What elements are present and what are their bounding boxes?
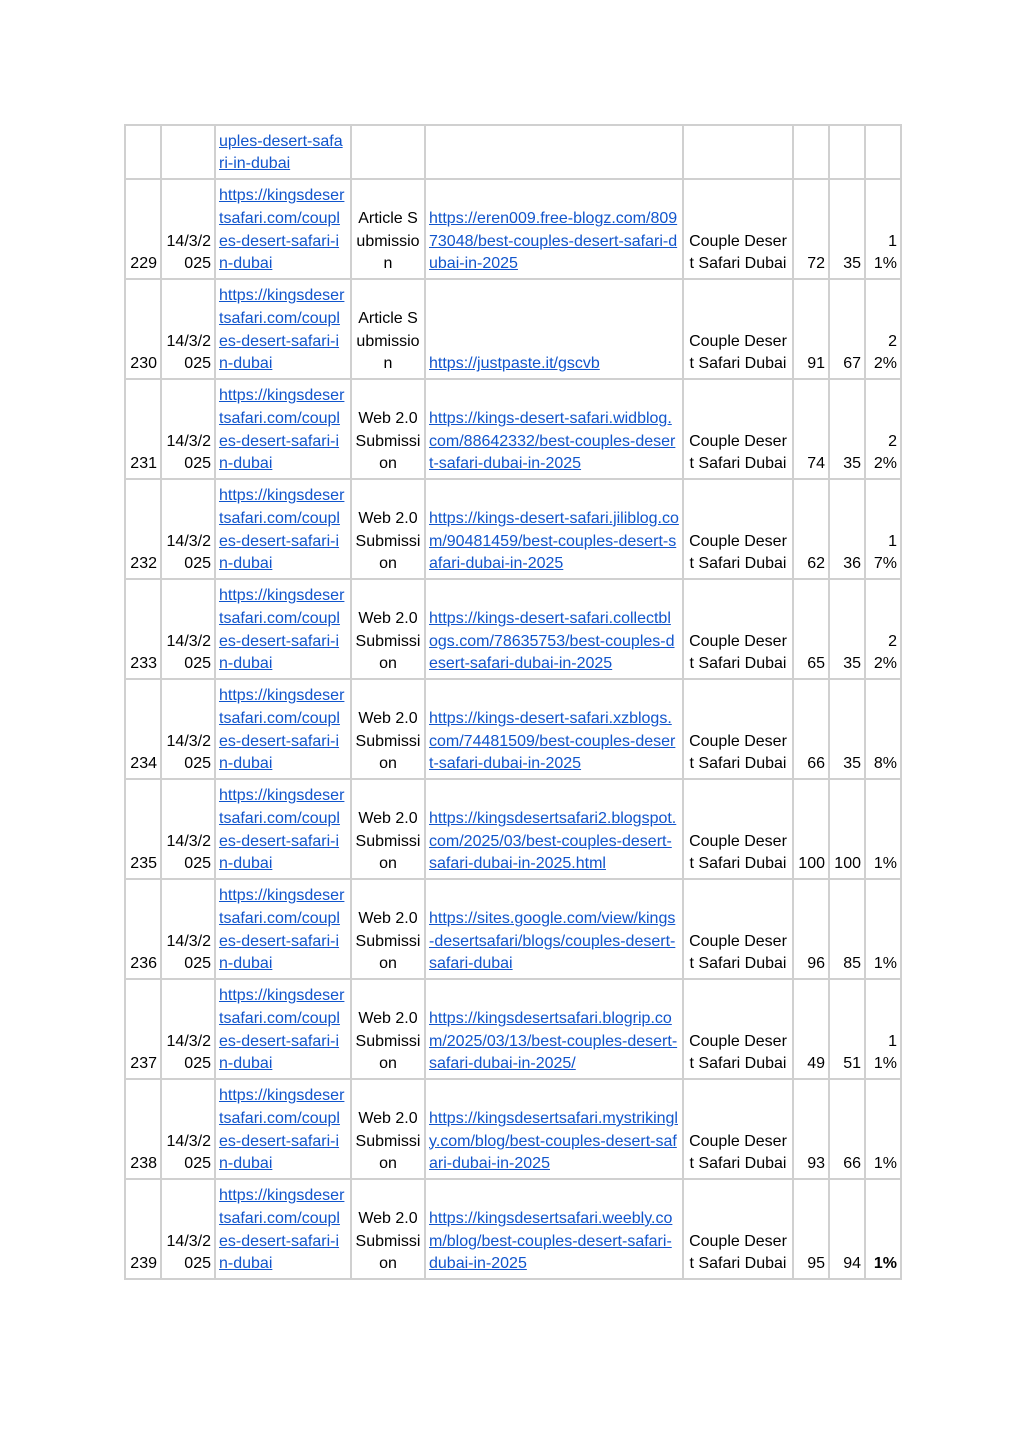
cell-target-url [215,579,351,679]
cell-keyword: Couple Desert Safari Dubai [683,379,793,479]
cell-percent: 1% [865,879,901,979]
cell-date: 14/3/2025 [161,679,215,779]
target-url-link[interactable]: https://kingsdesertsafari.com/couples-desert-safari-in-dubai [219,687,345,773]
cell-backlink-url [425,379,683,479]
backlink-url-link[interactable]: https://justpaste.it/gscvb [429,355,600,373]
backlink-url-link[interactable]: https://kingsdesertsafari.weebly.com/blog/best-couples-desert-safari-dubai-in-2025 [429,1209,673,1273]
cell-submission-type [351,125,425,179]
cell-keyword: Couple Desert Safari Dubai [683,779,793,879]
table-row [125,179,901,279]
table-row [125,1079,901,1179]
cell-target-url [215,379,351,479]
cell-keyword: Couple Desert Safari Dubai [683,879,793,979]
cell-metric-a: 62 [793,479,829,579]
cell-backlink-url [425,579,683,679]
cell-percent: 22% [865,579,901,679]
cell-percent: 22% [865,279,901,379]
cell-submission-type: Article Submission [351,179,425,279]
cell-percent: 22% [865,379,901,479]
cell-metric-b: 35 [829,579,865,679]
target-url-link[interactable]: https://kingsdesertsafari.com/couples-desert-safari-in-dubai [219,487,345,573]
table-row [125,379,901,479]
cell-target-url [215,279,351,379]
table-row-continued [125,125,901,179]
cell-submission-type: Web 2.0 Submission [351,679,425,779]
cell-serial: 239 [125,1179,161,1279]
cell-backlink-url [425,779,683,879]
cell-metric-b: 36 [829,479,865,579]
cell-submission-type: Web 2.0 Submission [351,479,425,579]
backlink-url-link[interactable]: https://kings-desert-safari.collectblogs.com/78635753/best-couples-desert-safari-dubai-in-2025 [429,609,675,673]
cell-backlink-url [425,125,683,179]
cell-serial: 232 [125,479,161,579]
cell-date: 14/3/2025 [161,379,215,479]
cell-keyword: Couple Desert Safari Dubai [683,179,793,279]
target-url-link[interactable]: https://kingsdesertsafari.com/couples-desert-safari-in-dubai [219,987,345,1073]
cell-metric-b [829,125,865,179]
cell-keyword: Couple Desert Safari Dubai [683,279,793,379]
target-url-link[interactable]: https://kingsdesertsafari.com/couples-desert-safari-in-dubai [219,187,345,273]
cell-date: 14/3/2025 [161,279,215,379]
cell-backlink-url [425,979,683,1079]
cell-date: 14/3/2025 [161,179,215,279]
cell-metric-a [793,125,829,179]
cell-percent: 1% [865,1079,901,1179]
backlink-url-link[interactable]: https://kingsdesertsafari2.blogspot.com/2025/03/best-couples-desert-safari-dubai-in-2025.html [429,809,677,873]
cell-date: 14/3/2025 [161,1079,215,1179]
cell-keyword: Couple Desert Safari Dubai [683,479,793,579]
cell-metric-a: 49 [793,979,829,1079]
cell-keyword: Couple Desert Safari Dubai [683,1179,793,1279]
cell-metric-b: 67 [829,279,865,379]
cell-submission-type: Web 2.0 Submission [351,1179,425,1279]
cell-keyword: Couple Desert Safari Dubai [683,979,793,1079]
target-url-link[interactable]: https://kingsdesertsafari.com/couples-desert-safari-in-dubai [219,887,345,973]
cell-percent: 1% [865,779,901,879]
cell-target-url [215,879,351,979]
cell-backlink-url [425,479,683,579]
backlink-url-link[interactable]: https://kings-desert-safari.widblog.com/88642332/best-couples-desert-safari-dubai-in-2025 [429,409,676,473]
cell-serial: 238 [125,1079,161,1179]
cell-target-url [215,125,351,179]
cell-percent: 17% [865,479,901,579]
cell-metric-b: 94 [829,1179,865,1279]
cell-target-url [215,479,351,579]
cell-keyword [683,125,793,179]
cell-submission-type: Article Submission [351,279,425,379]
cell-target-url [215,679,351,779]
table-row [125,479,901,579]
target-url-link[interactable]: https://kingsdesertsafari.com/couples-desert-safari-in-dubai [219,287,345,373]
table-row [125,879,901,979]
table-row [125,279,901,379]
cell-keyword: Couple Desert Safari Dubai [683,1079,793,1179]
backlink-url-link[interactable]: https://sites.google.com/view/kings-desertsafari/blogs/couples-desert-safari-dubai [429,909,676,973]
target-url-link[interactable]: https://kingsdesertsafari.com/couples-desert-safari-in-dubai [219,587,345,673]
cell-metric-a: 65 [793,579,829,679]
backlink-url-link[interactable]: https://kingsdesertsafari.blogrip.com/2025/03/13/best-couples-desert-safari-dubai-in-2025/ [429,1009,678,1073]
target-url-link[interactable]: uples-desert-safari-in-dubai [219,132,343,173]
cell-metric-b: 35 [829,379,865,479]
table-row [125,1179,901,1279]
cell-metric-b: 85 [829,879,865,979]
table-row [125,779,901,879]
cell-date: 14/3/2025 [161,479,215,579]
cell-percent: 1% [865,1179,901,1279]
cell-submission-type: Web 2.0 Submission [351,879,425,979]
cell-metric-b: 35 [829,179,865,279]
table-row [125,979,901,1079]
cell-metric-a: 95 [793,1179,829,1279]
cell-serial: 235 [125,779,161,879]
cell-date: 14/3/2025 [161,879,215,979]
backlink-url-link[interactable]: https://kingsdesertsafari.mystrikingly.com/blog/best-couples-desert-safari-dubai-in-2025 [429,1109,678,1173]
cell-target-url [215,179,351,279]
cell-submission-type: Web 2.0 Submission [351,579,425,679]
cell-backlink-url [425,679,683,779]
cell-metric-b: 35 [829,679,865,779]
cell-submission-type: Web 2.0 Submission [351,1079,425,1179]
cell-percent: 8% [865,679,901,779]
cell-metric-a: 74 [793,379,829,479]
cell-backlink-url [425,179,683,279]
cell-date [161,125,215,179]
cell-metric-b: 66 [829,1079,865,1179]
cell-date: 14/3/2025 [161,1179,215,1279]
cell-serial: 229 [125,179,161,279]
cell-keyword: Couple Desert Safari Dubai [683,679,793,779]
target-url-link[interactable]: https://kingsdesertsafari.com/couples-desert-safari-in-dubai [219,787,345,873]
cell-submission-type: Web 2.0 Submission [351,779,425,879]
backlink-report-table [124,124,902,1280]
cell-percent: 11% [865,179,901,279]
backlink-url-link[interactable]: https://kings-desert-safari.xzblogs.com/74481509/best-couples-desert-safari-dubai-in-2025 [429,709,676,773]
cell-metric-a: 96 [793,879,829,979]
cell-serial [125,125,161,179]
cell-target-url [215,1079,351,1179]
cell-metric-b: 100 [829,779,865,879]
cell-date: 14/3/2025 [161,579,215,679]
cell-target-url [215,979,351,1079]
cell-target-url [215,1179,351,1279]
cell-metric-a: 66 [793,679,829,779]
cell-serial: 237 [125,979,161,1079]
cell-serial: 230 [125,279,161,379]
cell-backlink-url [425,1079,683,1179]
cell-metric-a: 72 [793,179,829,279]
target-url-link[interactable]: https://kingsdesertsafari.com/couples-desert-safari-in-dubai [219,1087,345,1173]
cell-serial: 233 [125,579,161,679]
table-row [125,679,901,779]
cell-percent: 11% [865,979,901,1079]
cell-serial: 231 [125,379,161,479]
cell-submission-type: Web 2.0 Submission [351,979,425,1079]
cell-metric-a: 91 [793,279,829,379]
cell-serial: 236 [125,879,161,979]
cell-date: 14/3/2025 [161,779,215,879]
cell-metric-a: 93 [793,1079,829,1179]
target-url-link[interactable]: https://kingsdesertsafari.com/couples-desert-safari-in-dubai [219,387,345,473]
cell-backlink-url [425,879,683,979]
cell-keyword: Couple Desert Safari Dubai [683,579,793,679]
cell-date: 14/3/2025 [161,979,215,1079]
cell-percent [865,125,901,179]
backlink-url-link[interactable]: https://eren009.free-blogz.com/80973048/best-couples-desert-safari-dubai-in-2025 [429,209,678,273]
cell-submission-type: Web 2.0 Submission [351,379,425,479]
cell-backlink-url [425,1179,683,1279]
target-url-link[interactable]: https://kingsdesertsafari.com/couples-desert-safari-in-dubai [219,1187,345,1273]
cell-metric-a: 100 [793,779,829,879]
cell-metric-b: 51 [829,979,865,1079]
backlink-url-link[interactable]: https://kings-desert-safari.jiliblog.com/90481459/best-couples-desert-safari-dubai-in-2025 [429,509,679,573]
cell-target-url [215,779,351,879]
cell-backlink-url [425,279,683,379]
cell-serial: 234 [125,679,161,779]
table-row [125,579,901,679]
